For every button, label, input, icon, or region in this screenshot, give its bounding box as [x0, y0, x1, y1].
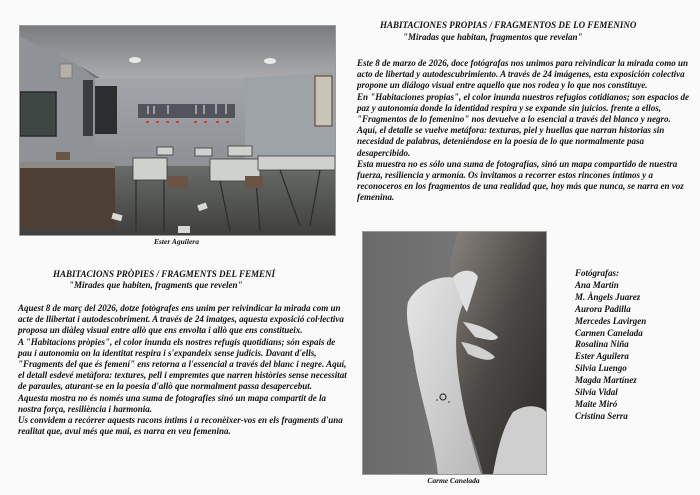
photographer-name: Silvia Vidal	[575, 387, 618, 398]
photographer-name: Ester Aguilera	[575, 351, 629, 362]
photographer-name: Ana Martin	[575, 279, 619, 290]
portrait-photo	[362, 231, 547, 475]
photographer-name: Mercedes Lavirgen	[575, 315, 647, 326]
classroom-photo-illustration	[20, 26, 335, 235]
classroom-photo-caption: Ester Aguilera	[154, 237, 199, 246]
catalan-subtitle: "Mirades que habiten, fragments que revelen"	[69, 280, 243, 290]
spanish-subtitle: "Miradas que habitan, fragmentos que revelan"	[403, 32, 583, 42]
spanish-paragraph: En "Habitaciones propias", el color inunda nuestros refugios cotidianos; son espacios de paz y autonomía donde la identidad respira y se expande sin juicios. frente a ellos, "Fragmentos de lo femenino" nos devuelve a lo esencial a través del blanco y negro. Aquí, el detalle se vuelve metáfora: texturas, piel y huellas que narran historias sin necesidad de palabras, deteniéndose en la poesía de lo que normalmente pasa desapercibido.	[357, 91, 690, 158]
catalan-paragraph: A "Habitacions pròpies", el color inunda els nostres refugis quotidians; són espais de pau i autonomia on la identitat respira i s'expandeix sense judicis. Davant d'ells, "Fragments del que és femení" ens retorna a l'essencial a través del blanc i negre. Aquí, el detall esdevé metàfora: textures, pell i empremtes que narren històries sense necessitat de paraules, aturant-se en la poesia d'allò que normalment passa desapercebut.	[18, 336, 347, 392]
classroom-photo	[19, 25, 336, 236]
spanish-body	[357, 58, 692, 204]
photographer-name: Maite Miró	[575, 398, 618, 409]
photographers-heading: Fotógrafas:	[575, 268, 620, 278]
catalan-title: HABITACIONS PRÒPIES / FRAGMENTS DEL FEMENÍ	[53, 269, 275, 279]
portrait-photo-caption: Carme Canelada	[427, 476, 480, 485]
photographer-name: Silvia Luengo	[575, 363, 627, 374]
photographer-name: Cristina Serra	[575, 410, 628, 421]
photographer-name: Carmen Canelada	[575, 327, 643, 338]
spanish-paragraph: Esta muestra no es sólo una suma de fotografías, sinó un mapa compartido de nuestra fuerza, resiliencia y armonía. Os invitamos a recorrer estos rincones íntimos y a reconoceros en los fragmentos de una realidad que, hoy más que nunca, se narra en voz femenina.	[357, 158, 684, 203]
photographer-name: M. Àngels Juarez	[575, 291, 641, 302]
catalan-body	[18, 303, 348, 437]
catalan-paragraph: Us convidem a recórrer aquests racons íntims i a reconèixer-vos en els fragments d'una realitat que, avui més que mai, es narra en veu femenina.	[18, 415, 343, 437]
catalan-paragraph: Aquest 8 de març del 2026, dotze fotògrafes ens unim per reivindicar la mirada com un acte de llibertat i autodescobriment. A través de 24 imatges, aquesta exposició col·lectiva proposa un diàleg visual entre allò que ens envolta i allò que ens constitueix.	[18, 303, 344, 336]
photographers-list	[575, 268, 646, 423]
spanish-paragraph: Este 8 de marzo de 2026, doce fotógrafas nos unimos para reivindicar la mirada como un acto de libertad y autodescubrimiento. A través de 24 imágenes, esta exposición colectiva propone un diálogo visual entre aquello que nos rodea y lo que nos constituye.	[357, 58, 689, 91]
spanish-title: HABITACIONES PROPIAS / FRAGMENTOS DE LO FEMENINO	[380, 20, 637, 30]
portrait-photo-illustration	[363, 232, 546, 474]
catalan-paragraph: Aquesta mostra no és només una suma de fotografies sinó un mapa compartit de la nostra força, resiliència i harmonia.	[18, 392, 327, 414]
photographer-name: Magda Martínez	[575, 375, 637, 386]
photographer-name: Rosalina Niña	[575, 339, 629, 350]
photographer-name: Aurora Padilla	[575, 303, 631, 314]
